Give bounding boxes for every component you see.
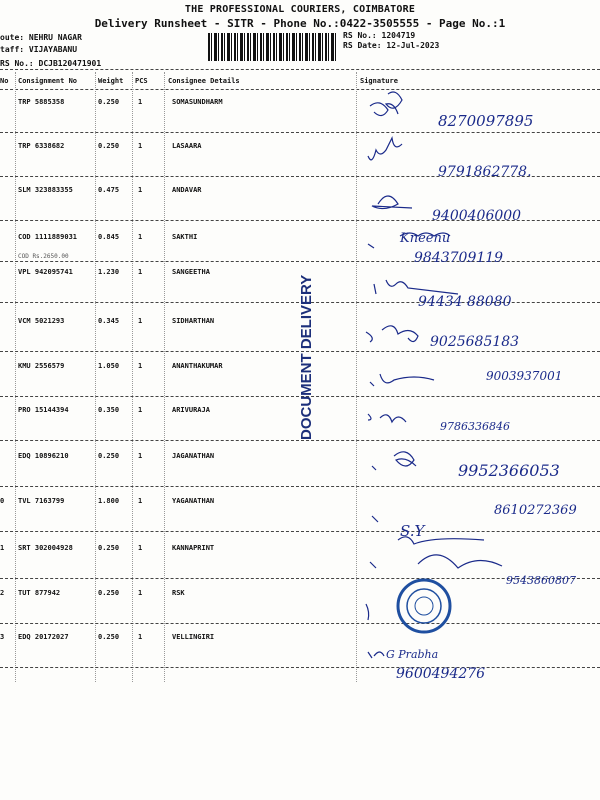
col-weight: Weight [98, 77, 124, 85]
col-signature: Signature [360, 77, 398, 85]
weight: 1.800 [98, 497, 120, 505]
cod-amount: COD Rs.2650.00 [18, 253, 69, 260]
weight: 0.250 [98, 544, 120, 552]
rs-number: RS No.: 1204719 [343, 31, 416, 40]
weight: 0.250 [98, 98, 120, 106]
weight: 0.845 [98, 233, 120, 241]
consignment-no: TRP 5885358 [18, 98, 65, 106]
header-rule-top [0, 69, 600, 70]
consignment-no: VPL 942095741 [18, 268, 73, 276]
consignee: ANANTHAKUMAR [172, 362, 223, 370]
handwritten-phone: 9025685183 [430, 334, 520, 350]
consignment-no: EDQ 20172027 [18, 633, 69, 641]
route-label: oute: NEHRU NAGAR [0, 33, 82, 42]
weight: 0.250 [98, 142, 120, 150]
consignment-no: SLM 323883355 [18, 186, 73, 194]
handwritten-phone: 9791862778. [438, 164, 532, 180]
weight: 1.230 [98, 268, 120, 276]
handwritten-phone: 8270097895 [438, 112, 534, 130]
stamp-text: DOCUMENT DELIVERY [298, 274, 315, 440]
col-no: No [0, 77, 9, 85]
handwritten-name: Kneenu [400, 231, 451, 246]
document-delivery-stamp [284, 262, 324, 442]
weight: 0.250 [98, 452, 120, 460]
company-name: THE PROFESSIONAL COURIERS, COIMBATORE [184, 4, 416, 15]
consignee: SOMASUNDHARM [172, 98, 223, 106]
weight: 1.050 [98, 362, 120, 370]
consignee: LASAARA [172, 142, 202, 150]
rs-date: RS Date: 12-Jul-2023 [343, 41, 440, 50]
handwritten-phone: 9600494276 [396, 666, 486, 682]
rs-info [343, 31, 439, 51]
handwritten-phone: 8610272369 [494, 503, 577, 518]
consignment-no: TRP 6338682 [18, 142, 65, 150]
weight: 0.475 [98, 186, 120, 194]
handwritten-phone: 9400406000 [432, 208, 522, 224]
pcs: 1 [138, 406, 143, 414]
consignee: ARIVURAJA [172, 406, 210, 414]
barcode [208, 33, 338, 61]
weight: 0.250 [98, 633, 120, 641]
weight: 0.350 [98, 406, 120, 414]
consignment-no: TUT 877942 [18, 589, 61, 597]
consignment-no: VCM 5021293 [18, 317, 65, 325]
col-sep [95, 72, 96, 682]
consignee: JAGANATHAN [172, 452, 215, 460]
handwritten-name: S.Y [400, 522, 425, 540]
pcs: 1 [138, 362, 143, 370]
col-sep [15, 72, 16, 682]
pcs: 1 [138, 589, 143, 597]
pcs: 1 [138, 317, 143, 325]
handwritten-phone: 9543860807 [506, 574, 576, 587]
consignee: SANGEETHA [172, 268, 210, 276]
handwritten-phone: 9843709119 [414, 250, 504, 266]
col-consignment: Consignment No [18, 77, 78, 85]
consignee: YAGANATHAN [172, 497, 215, 505]
pcs: 1 [138, 633, 143, 641]
col-sep [132, 72, 133, 682]
consignment-no: KMU 2556579 [18, 362, 65, 370]
weight: 0.250 [98, 589, 120, 597]
consignment-no: TVL 7163799 [18, 497, 65, 505]
consignee: SIDHARTHAN [172, 317, 215, 325]
handwritten-phone: 9003937001 [486, 369, 563, 383]
pcs: 1 [138, 268, 143, 276]
pcs: 1 [138, 544, 143, 552]
handwritten-name: G Prabha [386, 648, 439, 661]
consignee: RSK [172, 589, 185, 597]
row-number: 0 [0, 497, 5, 505]
consignment-no: PRO 15144394 [18, 406, 69, 414]
col-sep [356, 72, 357, 682]
consignee: KANNAPRINT [172, 544, 215, 552]
col-consignee: Consignee Details [168, 77, 240, 85]
runsheet-title: Delivery Runsheet - SITR - Phone No.:0422-3505555 - Page No.:1 [94, 17, 506, 30]
consignee: ANDAVAR [172, 186, 202, 194]
pcs: 1 [138, 233, 143, 241]
col-pcs: PCS [135, 77, 148, 85]
handwritten-phone: 9786336846 [440, 420, 510, 433]
pcs: 1 [138, 186, 143, 194]
row-number: 1 [0, 544, 5, 552]
row-number: 2 [0, 589, 5, 597]
staff-label: taff: VIJAYABANU [0, 45, 78, 54]
company-seal [388, 576, 468, 636]
col-sep [164, 72, 165, 682]
pcs: 1 [138, 452, 143, 460]
row-number: 3 [0, 633, 5, 641]
handwritten-phone: 9952366053 [458, 461, 560, 480]
pcs: 1 [138, 497, 143, 505]
rs-number-left: RS No.: DCJB120471901 [0, 59, 102, 68]
consignee: SAKTHI [172, 233, 198, 241]
consignment-no: COD 1111889031 [18, 233, 78, 241]
handwritten-phone: 94434 88080 [418, 294, 512, 310]
weight: 0.345 [98, 317, 120, 325]
consignment-no: EDQ 10896210 [18, 452, 69, 460]
pcs: 1 [138, 98, 143, 106]
consignment-no: SRT 302004928 [18, 544, 73, 552]
pcs: 1 [138, 142, 143, 150]
consignee: VELLINGIRI [172, 633, 215, 641]
